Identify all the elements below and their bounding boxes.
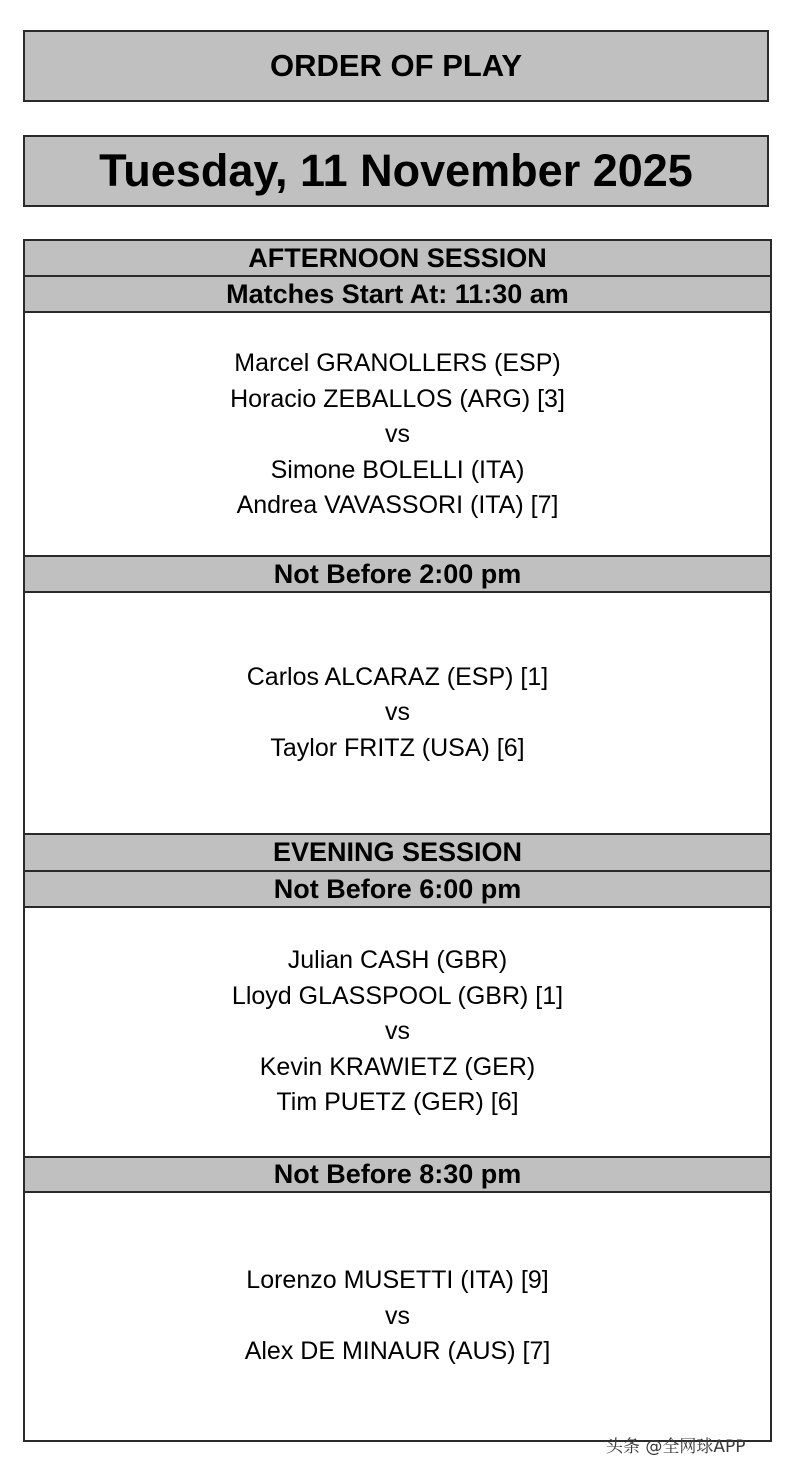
- player-name: Lloyd GLASSPOOL (GBR) [1]: [231, 981, 564, 1010]
- schedule-table: [23, 239, 772, 1442]
- player-name: Andrea VAVASSORI (ITA) [7]: [236, 491, 559, 520]
- start-time-row: [25, 555, 770, 593]
- match-card: [25, 908, 770, 1156]
- start-time-row: [25, 1156, 770, 1193]
- player-name: Tim PUETZ (GER) [6]: [276, 1088, 519, 1117]
- schedule-date: Tuesday, 11 November 2025: [99, 145, 693, 196]
- player-name: Taylor FRITZ (USA) [6]: [270, 733, 525, 762]
- versus-label: vs: [385, 698, 410, 727]
- player-name: Julian CASH (GBR): [287, 946, 508, 975]
- match-card: [25, 1193, 770, 1440]
- order-of-play-header: [23, 30, 769, 102]
- session-heading-afternoon: [25, 241, 770, 277]
- versus-label: vs: [385, 1301, 410, 1330]
- player-name: Horacio ZEBALLOS (ARG) [3]: [230, 384, 565, 413]
- versus-label: vs: [385, 420, 410, 449]
- match-card: [25, 313, 770, 557]
- player-name: Lorenzo MUSETTI (ITA) [9]: [246, 1266, 549, 1295]
- watermark: 头条 @全网球APP: [606, 1437, 746, 1457]
- player-name: Marcel GRANOLLERS (ESP): [234, 349, 561, 378]
- date-header: [23, 135, 769, 207]
- session-heading-evening: [25, 833, 770, 872]
- player-name: Simone BOLELLI (ITA): [270, 455, 525, 484]
- page-title: ORDER OF PLAY: [269, 48, 523, 83]
- start-time-label: Not Before 6:00 pm: [273, 873, 522, 904]
- match-card: [25, 593, 770, 833]
- start-time-row: [25, 277, 770, 313]
- start-time-label: Matches Start At: 11:30 am: [226, 278, 569, 309]
- start-time-label: Not Before 2:00 pm: [273, 558, 522, 589]
- session-name: EVENING SESSION: [272, 837, 523, 867]
- start-time-label: Not Before 8:30 pm: [273, 1159, 522, 1189]
- session-name: AFTERNOON SESSION: [248, 242, 547, 273]
- player-name: Carlos ALCARAZ (ESP) [1]: [246, 662, 549, 691]
- player-name: Alex DE MINAUR (AUS) [7]: [244, 1337, 551, 1366]
- player-name: Kevin KRAWIETZ (GER): [259, 1052, 536, 1081]
- start-time-row: [25, 872, 770, 908]
- versus-label: vs: [385, 1017, 410, 1046]
